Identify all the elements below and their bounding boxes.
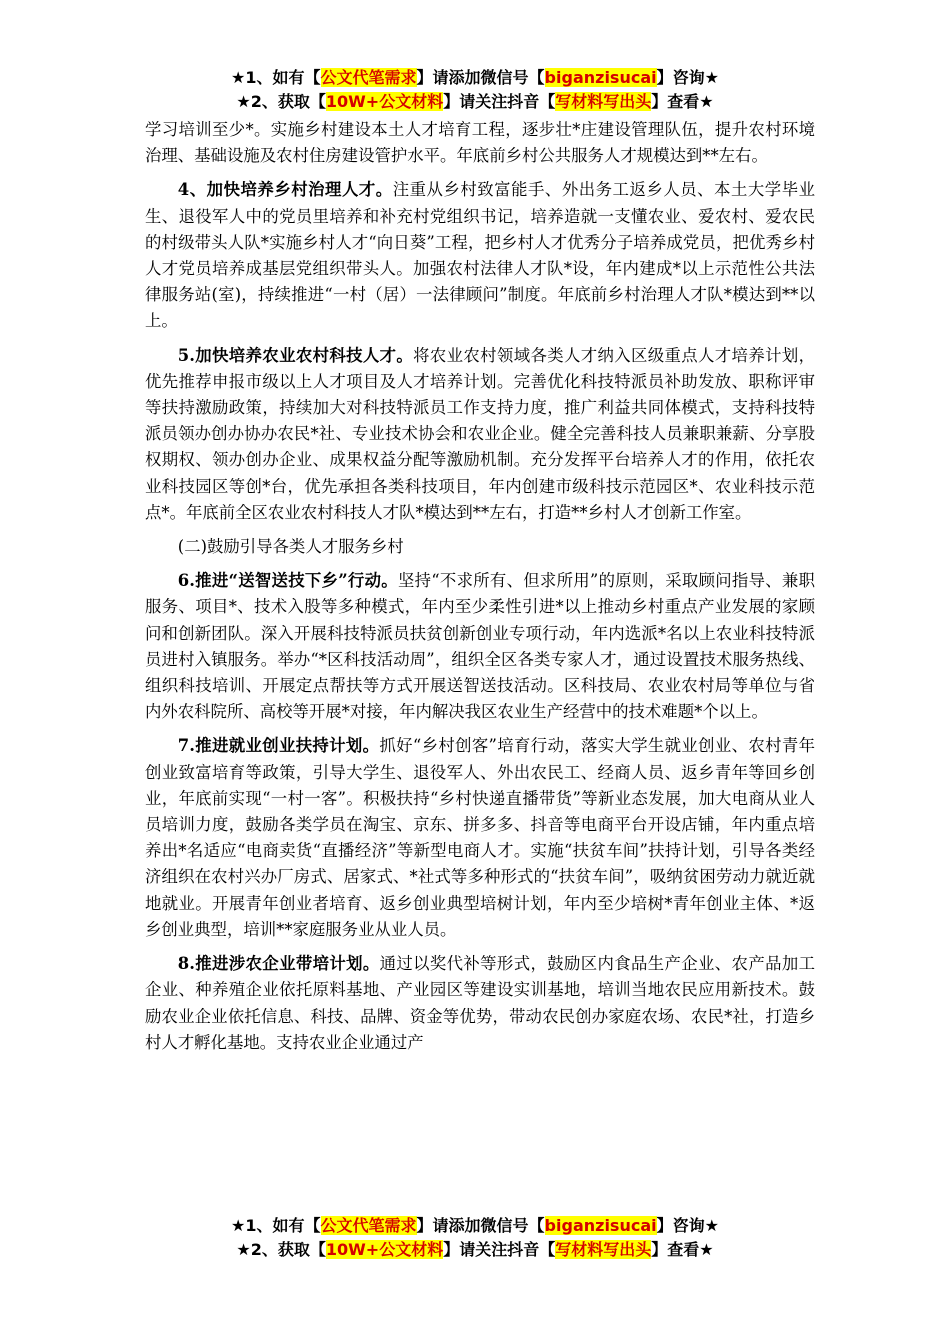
banner-text: 】咨询★ <box>656 1216 719 1235</box>
paragraph-text: 将农业农村领域各类人才纳入区级重点人才培养计划，优先推荐申报市级以上人才项目及人才培养计划。完善优化科技特派员补助发放、职称评审等扶持激励政策，持续加大对科技特派员工作支持力度，推广利益共同体模式，支持科技特派员领办创办协办农民*社、专业技术协会和农业企业。健全完善科技人员兼职兼薪、分享股权期权、领办创办企业、成果权益分配等激励机制。充分发挥平台培养人才的作用，依托农业科技园区等创*台，优先承担各类科技项目，年内创建市级科技示范园区*、农业科技示范点*。年底前全区农业农村科技人才队*模达到**左右，打造**乡村人才创新工作室。 <box>145 345 815 522</box>
paragraph-employment-support <box>145 733 815 943</box>
header-banner <box>0 66 950 114</box>
paragraph-rural-governance <box>145 177 815 334</box>
paragraph-text: 抓好“乡村创客”培育行动，落实大学生就业创业、农村青年创业致富培育等政策，引导大学生、退役军人、外出农民工、经商人员、返乡青年等回乡创业，年底前实现“一村一客”。积极扶持“乡村快递直播带货”等新业态发展，加大电商从业人员培训力度，鼓励各类学员在淘宝、京东、拼多多、抖音等电商平台开设店铺，年内重点培养出*名适应“电商卖货“直播经济”等新型电商人才。实施“扶贫车间”扶持计划，引导各类经济组织在农村兴办厂房式、居家式、*社式等多种形式的“扶贫车间”，吸纳贫困劳动力就近就地就业。开展青年创业者培育、返乡创业典型培树计划，年内至少培树*青年创业主体、*返乡创业典型，培训**家庭服务业从业人员。 <box>145 736 815 939</box>
paragraph-heading: 6.推进“送智送技下乡”行动。 <box>177 571 398 591</box>
paragraph-text: 通过以奖代补等形式，鼓励区内食品生产企业、农产品加工企业、种养殖企业依托原料基地、产业园区等建设实训基地，培训当地农民应用新技术。鼓励农业企业依托信息、科技、品牌、资金等优势，带动农民创办家庭农场、农民*社，打造乡村人才孵化基地。支持农业企业通过产 <box>145 954 815 1052</box>
paragraph-text: 坚持“不求所有、但求所用”的原则，采取顾问指导、兼职服务、项目*、技术入股等多种模式，年内至少柔性引进*以上推动乡村重点产业发展的家顾问和创新团队。深入开展科技特派员扶贫创新创业专项行动，年内选派*名以上农业科技特派员进村入镇服务。举办“*区科技活动周”，组织全区各类专家人才，通过设置技术服务热线、组织科技培训、开展定点帮扶等方式开展送智送技活动。区科技局、农业农村局等单位与省内外农科院所、高校等开展*对接，年内解决我区农业生产经营中的技术难题*个以上。 <box>145 571 815 722</box>
banner-line-2 <box>0 1238 950 1262</box>
banner-text: 】查看★ <box>651 92 714 111</box>
paragraph-enterprise-training <box>145 951 815 1056</box>
footer-banner <box>0 1214 950 1262</box>
paragraph-heading: 8.推进涉农企业带培计划。 <box>177 954 380 974</box>
paragraph-send-wisdom <box>145 568 815 725</box>
banner-text: 】请关注抖音【 <box>443 92 556 111</box>
banner-line-1 <box>0 66 950 90</box>
paragraph-heading: 7.推进就业创业扶持计划。 <box>177 736 380 756</box>
banner-highlight: 10W+公文材料 <box>325 92 444 111</box>
document-body <box>145 117 815 1064</box>
banner-text: ★1、如有【 <box>231 1216 321 1235</box>
banner-text: 】咨询★ <box>656 68 719 87</box>
banner-highlight: 10W+公文材料 <box>325 1240 444 1259</box>
section-heading: (二)鼓励引导各类人才服务乡村 <box>177 537 404 557</box>
banner-highlight: 公文代笔需求 <box>320 1216 417 1235</box>
banner-highlight: 公文代笔需求 <box>320 68 417 87</box>
paragraph-heading: 4、加快培养乡村治理人才。 <box>177 180 393 200</box>
banner-text: ★2、获取【 <box>236 1240 326 1259</box>
banner-text: 】请添加微信号【 <box>416 68 545 87</box>
banner-highlight-wechat-id: biganzisucai <box>544 1216 657 1235</box>
paragraph-agri-tech-talent <box>145 343 815 526</box>
banner-text: ★2、获取【 <box>236 92 326 111</box>
banner-highlight-douyin: 写材料写出头 <box>555 1240 652 1259</box>
banner-line-1 <box>0 1214 950 1238</box>
banner-highlight-wechat-id: biganzisucai <box>544 68 657 87</box>
banner-text: ★1、如有【 <box>231 68 321 87</box>
paragraph-continuation: 学习培训至少*。实施乡村建设本土人才培育工程，逐步壮*庄建设管理队伍，提升农村环境治理、基础设施及农村住房建设管护水平。年底前乡村公共服务人才规模达到**左右。 <box>145 120 815 166</box>
banner-text: 】请关注抖音【 <box>443 1240 556 1259</box>
paragraph-heading: 5.加快培养农业农村科技人才。 <box>177 345 414 365</box>
banner-text: 】请添加微信号【 <box>416 1216 545 1235</box>
paragraph-text: 注重从乡村致富能手、外出务工返乡人员、本土大学毕业生、退役军人中的党员里培养和补充村党组织书记，培养造就一支懂农业、爱农村、爱农民的村级带头人队*实施乡村人才“向日葵”工程，把乡村人才优秀分子培养成党员，把优秀乡村人才党员培养成基层党组织带头人。加强农村法律人才队*设，年内建成*以上示范性公共法律服务站(室)，持续推进“一村（居）一法律顾问”制度。年底前乡村治理人才队*模达到**以上。 <box>145 180 815 331</box>
banner-text: 】查看★ <box>651 1240 714 1259</box>
banner-highlight-douyin: 写材料写出头 <box>555 92 652 111</box>
banner-line-2 <box>0 90 950 114</box>
